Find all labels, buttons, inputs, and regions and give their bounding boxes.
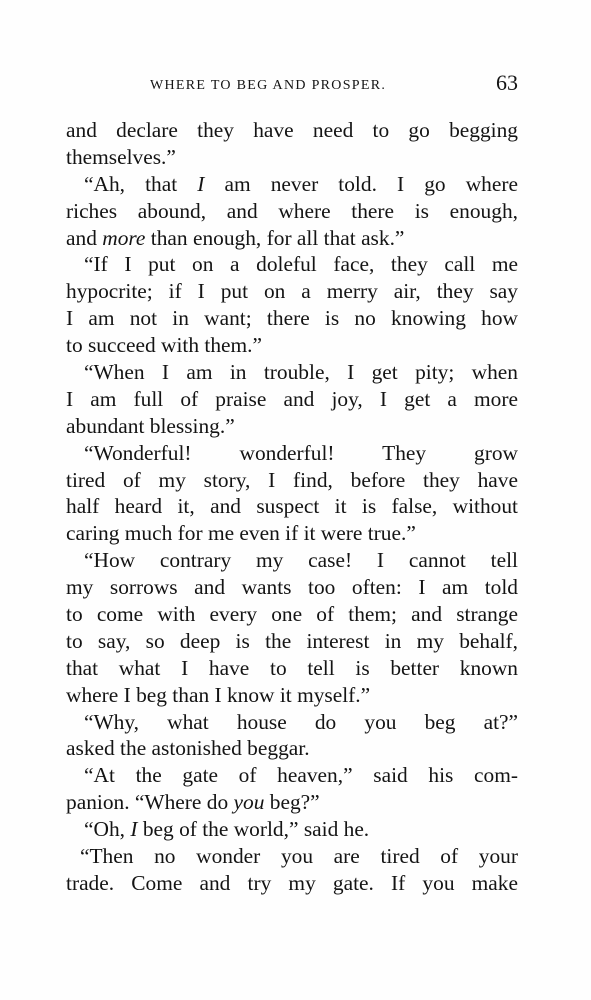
text-line bbox=[66, 816, 518, 843]
text-line: “Why, what house do you beg at?” bbox=[84, 709, 518, 734]
text-line: that what I have to tell is better known bbox=[66, 655, 518, 680]
text-run: than enough, for all that ask.” bbox=[150, 225, 405, 250]
text-line: tired of my story, I find, before they have bbox=[66, 467, 518, 492]
text-run: “Oh, bbox=[84, 817, 125, 842]
text-line: to come with every one of them; and strange bbox=[66, 602, 518, 627]
text-line: hypocrite; if I put on a merry air, they say bbox=[66, 279, 518, 304]
text-line: “Then no wonder you are tired of your bbox=[80, 844, 518, 869]
text-line: riches abound, and where there is enough, bbox=[66, 198, 518, 223]
italic-text: you bbox=[233, 790, 265, 815]
italic-text: I bbox=[130, 817, 138, 842]
body-text bbox=[66, 117, 518, 897]
running-title: WHERE TO BEG AND PROSPER. bbox=[150, 78, 387, 93]
text-line: abundant blessing.” bbox=[66, 413, 235, 438]
text-run: am never told. I go where bbox=[224, 171, 518, 196]
text-run: beg of the world,” said he. bbox=[142, 817, 370, 842]
text-line: to say, so deep is the interest in my behalf, bbox=[66, 628, 518, 653]
text-line: “At the gate of heaven,” said his com- bbox=[84, 763, 518, 788]
italic-text: I bbox=[197, 171, 205, 196]
text-line: to succeed with them.” bbox=[66, 333, 263, 358]
text-line: I am full of praise and joy, I get a more bbox=[66, 386, 518, 411]
text-line: “Wonderful! wonderful! They grow bbox=[84, 440, 518, 465]
text-line: half heard it, and suspect it is false, without bbox=[66, 494, 518, 519]
text-line: where I beg than I know it myself.” bbox=[66, 682, 371, 707]
text-line: themselves.” bbox=[66, 144, 176, 169]
text-run: “Ah, that bbox=[84, 171, 178, 196]
text-run: panion. “Where do bbox=[66, 790, 229, 815]
text-line: I am not in want; there is no knowing how bbox=[66, 306, 518, 331]
italic-text: more bbox=[102, 225, 146, 250]
text-line bbox=[66, 789, 518, 816]
text-run: beg?” bbox=[269, 790, 320, 815]
text-line bbox=[66, 171, 518, 198]
text-line: asked the astonished beggar. bbox=[66, 736, 310, 761]
page-number: 63 bbox=[496, 70, 518, 95]
text-line: “How contrary my case! I cannot tell bbox=[84, 548, 518, 573]
page-header bbox=[66, 70, 518, 100]
text-line: trade. Come and try my gate. If you make bbox=[66, 870, 518, 895]
text-line: my sorrows and wants too often: I am told bbox=[66, 575, 518, 600]
text-run: and bbox=[66, 225, 97, 250]
text-line: and declare they have need to go begging bbox=[66, 118, 518, 142]
text-line bbox=[66, 225, 518, 252]
text-line: “When I am in trouble, I get pity; when bbox=[84, 360, 518, 385]
text-line: caring much for me even if it were true.” bbox=[66, 521, 416, 546]
text-line: “If I put on a doleful face, they call me bbox=[84, 252, 518, 277]
